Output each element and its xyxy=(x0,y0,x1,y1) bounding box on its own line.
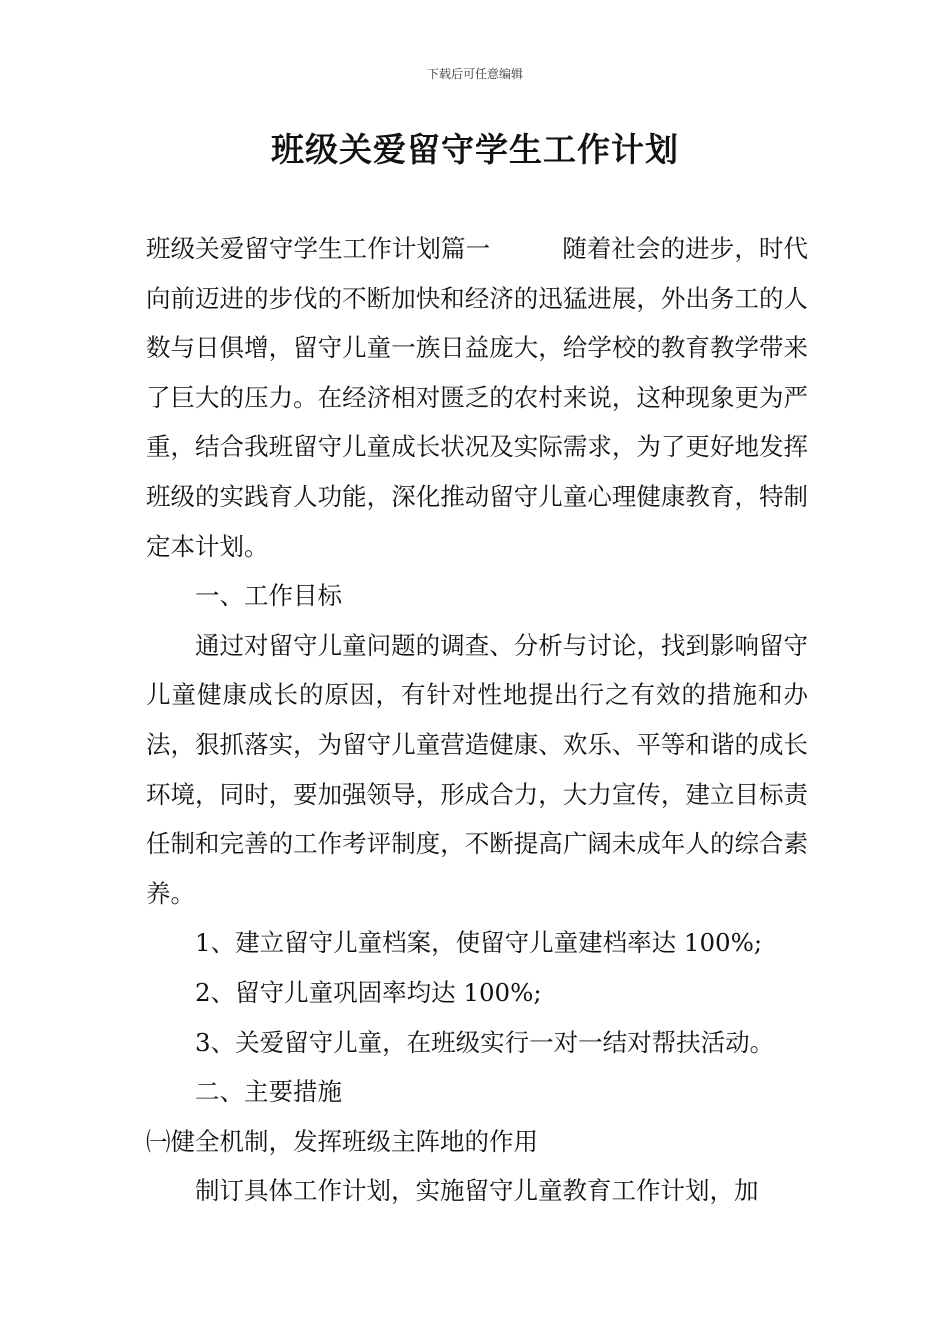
list-item: 2、留守儿童巩固率均达 100%; xyxy=(195,977,542,1007)
section1-heading: 一、工作目标 xyxy=(195,581,342,611)
list-item: 1、建立留守儿童档案，使留守儿童建档率达 100%; xyxy=(195,928,763,958)
document-title: 班级关爱留守学生工作计划 xyxy=(271,130,679,169)
list-item: 3、关爱留守儿童，在班级实行一对一结对帮扶活动。 xyxy=(195,1027,775,1057)
section2-subheading: ㈠健全机制，发挥班级主阵地的作用 xyxy=(146,1126,538,1156)
intro-text: 随着社会的进步，时代向前迈进的步伐的不断加快和经济的迅猛进展，外出务工的人数与日俱增，留守儿童一族日益庞大，给学校的教育教学带来了巨大的压力。在经济相对匮乏的农村来说，这种现象更为严重，结合我班留守儿童成长状况及实际需求，为了更好地发挥班级的实践育人功能，深化推动留守儿童心理健康教育，特制定本计划。 xyxy=(146,234,809,561)
section2-paragraph: 制订具体工作计划，实施留守儿童教育工作计划，加 xyxy=(195,1176,759,1206)
section2-heading: 二、主要措施 xyxy=(195,1077,342,1107)
intro-paragraph xyxy=(146,224,808,571)
document-body xyxy=(146,224,808,1216)
header-note: 下载后可任意编辑 xyxy=(426,67,523,81)
section1-paragraph: 通过对留守儿童问题的调查、分析与讨论，找到影响留守儿童健康成长的原因，有针对性地提出行之有效的措施和办法，狠抓落实，为留守儿童营造健康、欢乐、平等和谐的成长环境，同时，要加强领导，形成合力，大力宣传，建立目标责任制和完善的工作考评制度，不断提高广阔未成年人的综合素养。 xyxy=(146,630,808,908)
intro-lead: 班级关爱留守学生工作计划篇一 xyxy=(146,234,491,263)
